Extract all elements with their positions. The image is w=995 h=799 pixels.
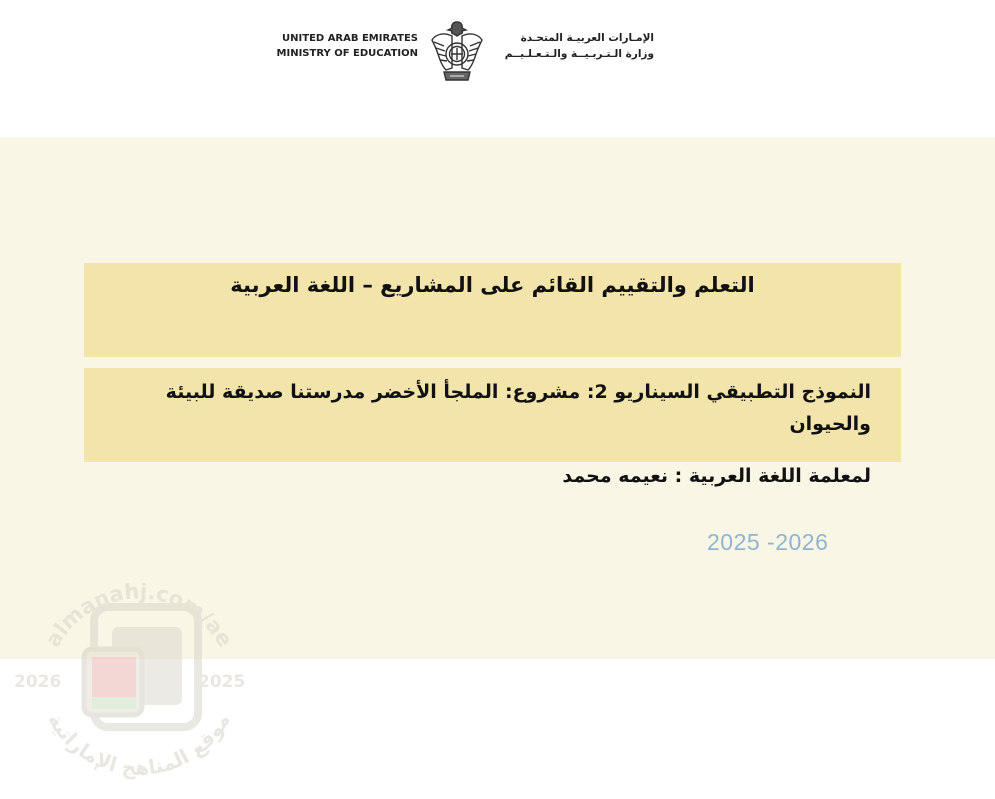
ministry-ar-line2: وزارة الـتـربـيــة والـتـعـلـيــم [504,48,654,60]
ministry-en-line1: UNITED ARAB EMIRATES [282,33,418,44]
teacher-name: لمعلمة اللغة العربية : نعيمه محمد [562,465,871,487]
uae-emblem-falcon-icon [430,18,484,84]
cover-page-body [0,137,995,780]
scenario-title: النموذج التطبيقي السيناريو 2: مشروع: الملجأ الأخضر مدرستنا صديقة للبيئة والحيوان [165,381,871,435]
watermark-url: almanahj.com/ae [40,579,238,652]
academic-year: 2025 -2026 [707,529,829,555]
watermark-year-right: 2025 [198,672,246,692]
watermark-year-left: 2026 [14,672,62,692]
document-title: التعلم والتقييم القائم على المشاريع – اللغة العربية [230,273,755,297]
ministry-header [0,0,995,137]
scenario-box [84,368,901,462]
ministry-name-english [262,31,418,61]
phone-icon [84,607,198,727]
almanahj-watermark-logo [8,537,270,799]
watermark-site-name: موقع المناهج الإماراتية [43,709,235,780]
ministry-ar-line1: الإمـارات العربيـة المتحـدة [520,32,654,44]
ministry-en-line2: MINISTRY OF EDUCATION [276,48,418,59]
document-title-box [84,263,901,357]
ministry-name-arabic [494,30,654,62]
